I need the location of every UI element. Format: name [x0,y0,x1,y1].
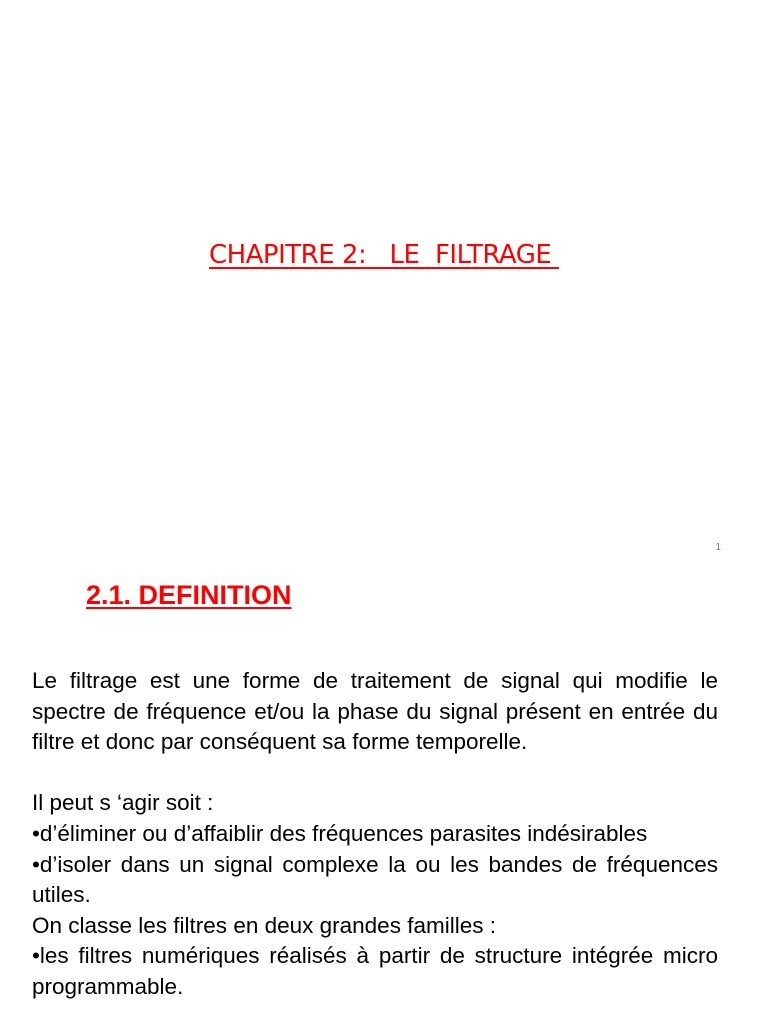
families-line: On classe les filtres en deux grandes familles : [32,912,496,938]
definition-paragraph: Le filtrage est une forme de traitement de signal qui modifie le spectre de fréquence et/ou la phase du signal présent en entrée du filtre et donc par conséquent sa forme temporelle. [32,668,718,755]
paragraph-spacer [32,758,718,789]
section-title: 2.1. DEFINITION [86,580,292,610]
slide-number: 1 [715,542,721,553]
bullet-numeric-filters: •les filtres numériques réalisés à partir de structure intégrée micro programmable. [32,943,718,999]
chapter-title: CHAPITRE 2: LE FILTRAGE [208,240,560,270]
intro-line: Il peut s ‘agir soit : [32,790,214,816]
definition-body [32,666,718,1003]
bullet-eliminate: •d’éliminer ou d’affaiblir des fréquences parasites indésirables [32,820,648,846]
bullet-isolate: •d’isoler dans un signal complexe la ou les bandes de fréquences utiles. [32,851,718,908]
